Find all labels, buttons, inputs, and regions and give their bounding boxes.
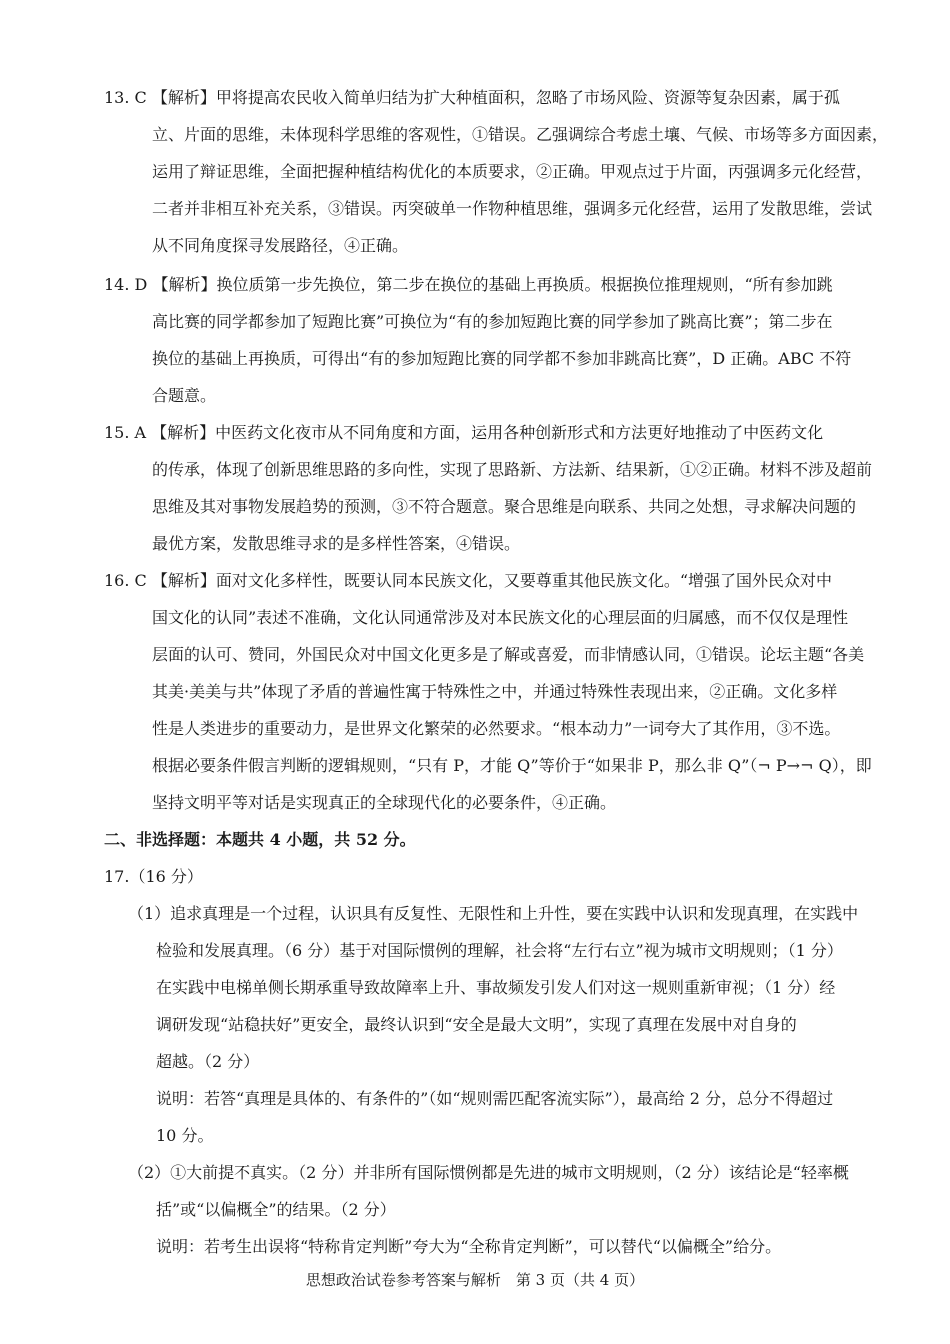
answer-16-line-3: 层面的认可、赞同，外国民众对中国文化更多是了解或喜爱，而非情感认同，①错误。论坛主题“各美 <box>152 645 865 664</box>
answer-13-line-5: 从不同角度探寻发展路径，④正确。 <box>152 236 409 255</box>
answer-14 <box>104 266 852 414</box>
answer-16-line-6: 根据必要条件假言判断的逻辑规则，“只有 P，才能 Q”等价于“如果非 P，那么非 Q”（¬ P→¬ Q），即 <box>152 756 872 775</box>
answer-15-line-2: 的传承，体现了创新思维思路的多向性，实现了思路新、方法新、结果新，①②正确。材料不涉及超前 <box>152 460 873 479</box>
answer-16-line-5: 性是人类进步的重要动力，是世界文化繁荣的必然要求。“根本动力”一词夸大了其作用，③不选。 <box>152 719 841 738</box>
answer-16-line-1: 16. C 【解析】面对文化多样性，既要认同本民族文化，又要尊重其他民族文化。“增强了国外民众对中 <box>104 571 833 590</box>
answer-13-line-1: 13. C 【解析】甲将提高农民收入简单归结为扩大种植面积，忽略了市场风险、资源等复杂因素，属于孤 <box>104 88 840 107</box>
answer-15-line-4: 最优方案，发散思维寻求的是多样性答案，④错误。 <box>152 534 521 553</box>
note-1-line-1: 说明：若答“真理是具体的、有条件的”（如“规则需匹配客流实际”），最高给 2 分，总分不得超过 <box>156 1089 834 1108</box>
note-2-line-1: 说明：若考生出误将“特称肯定判断”夸大为“全称肯定判断”，可以替代“以偏概全”给分。 <box>156 1237 782 1256</box>
answer-14-line-1: 14. D 【解析】换位质第一步先换位，第二步在换位的基础上再换质。根据换位推理规则，“所有参加跳 <box>104 275 833 294</box>
question-17-heading: 17.（16 分） <box>104 867 203 886</box>
answer-17-2-note <box>156 1228 848 1265</box>
answer-17-1-note <box>156 1080 848 1154</box>
answer-17-1-line-3: 在实践中电梯单侧长期承重导致故障率上升、事故频发引发人们对这一规则重新审视；（1 分）经 <box>156 978 836 997</box>
answer-14-line-3: 换位的基础上再换质，可得出“有的参加短跑比赛的同学都不参加非跳高比赛”，D 正确。ABC 不符 <box>152 349 852 368</box>
answer-16-line-7: 坚持文明平等对话是实现真正的全球现代化的必要条件，④正确。 <box>152 793 617 812</box>
answer-15-line-3: 思维及其对事物发展趋势的预测，③不符合题意。聚合思维是向联系、共同之处想，寻求解决问题的 <box>152 497 857 516</box>
answer-14-line-4: 合题意。 <box>152 386 217 405</box>
answer-15 <box>104 414 873 562</box>
answer-17-2-line-2: 括”或“以偏概全”的结果。（2 分） <box>156 1200 396 1219</box>
note-1-line-2: 10 分。 <box>156 1126 214 1145</box>
answer-16-line-4: 其美·美美与共”体现了矛盾的普遍性寓于特殊性之中，并通过特殊性表现出来，②正确。文化多样 <box>152 682 838 701</box>
answer-17-part-2 <box>128 1154 848 1228</box>
answer-16 <box>104 562 872 821</box>
answer-14-line-2: 高比赛的同学都参加了短跑比赛”可换位为“有的参加短跑比赛的同学参加了跳高比赛”；第二步在 <box>152 312 833 331</box>
answer-17-1-line-2: 检验和发展真理。（6 分）基于对国际惯例的理解，社会将“左行右立”视为城市文明规则；（1 分） <box>156 941 843 960</box>
answer-15-line-1: 15. A 【解析】中医药文化夜市从不同角度和方面，运用各种创新形式和方法更好地推动了中医药文化 <box>104 423 824 442</box>
answer-13-line-4: 二者并非相互补充关系，③错误。丙突破单一作物种植思维，强调多元化经营，运用了发散思维，尝试 <box>152 199 873 218</box>
answer-16-line-2: 国文化的认同”表述不准确，文化认同通常涉及对本民族文化的心理层面的归属感，而不仅仅是理性 <box>152 608 849 627</box>
section-heading: 二、非选择题：本题共 4 小题，共 52 分。 <box>104 830 416 849</box>
answer-17-2-line-1: （2）①大前提不真实。（2 分）并非所有国际惯例都是先进的城市文明规则，（2 分）该结论是“轻率概 <box>128 1163 849 1182</box>
page-footer: 思想政治试卷参考答案与解析 第 3 页（共 4 页） <box>305 1271 645 1289</box>
answer-17-1-line-4: 调研发现“站稳扶好”更安全，最终认识到“安全是最大文明”，实现了真理在发展中对自身的 <box>156 1015 797 1034</box>
answer-17-1-line-1: （1）追求真理是一个过程，认识具有反复性、无限性和上升性，要在实践中认识和发现真理，在实践中 <box>128 904 859 923</box>
answer-17-part-1 <box>128 895 859 1080</box>
answer-13-line-2: 立、片面的思维，未体现科学思维的客观性，①错误。乙强调综合考虑土壤、气候、市场等多方面因素， <box>152 125 889 144</box>
answer-17-1-line-5: 超越。（2 分） <box>156 1052 260 1071</box>
answer-13-line-3: 运用了辩证思维，全面把握种植结构优化的本质要求，②正确。甲观点过于片面，丙强调多元化经营， <box>152 162 873 181</box>
answer-13 <box>104 79 889 264</box>
